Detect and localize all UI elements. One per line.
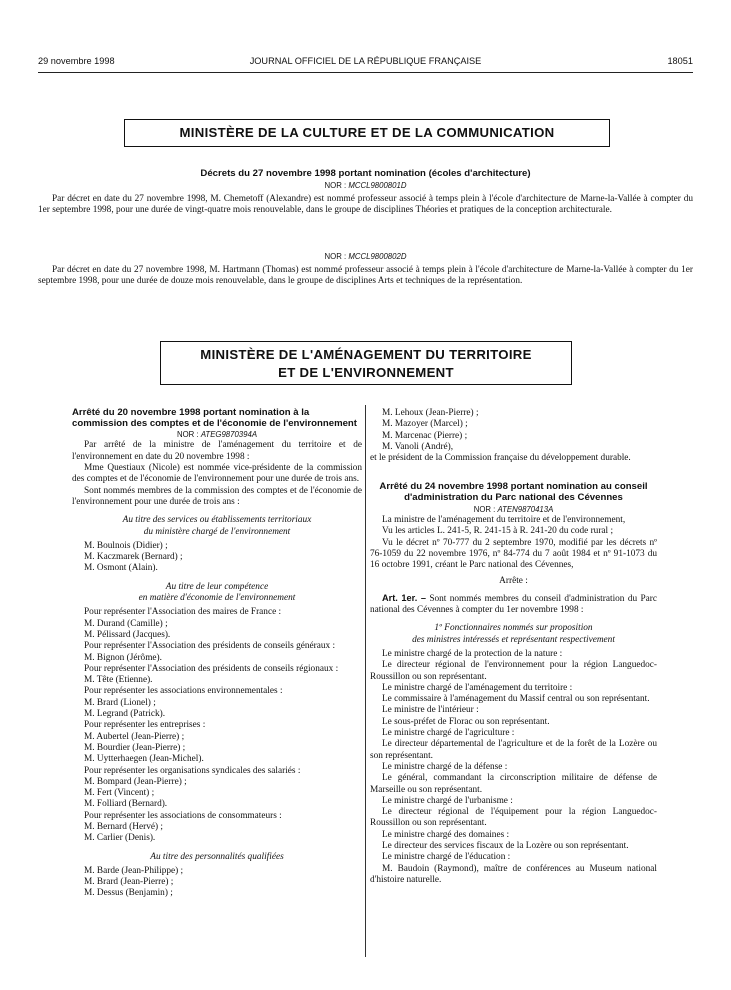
nor-line [72,429,362,440]
member: M. Brard (Lionel) ; [84,697,156,708]
nor-code: MCCL9800802D [348,252,407,261]
member: M. Marcenac (Pierre) ; [382,430,468,441]
group-label: Pour représenter les entreprises : [84,720,206,731]
member: M. Bernard (Hervé) ; [84,821,163,832]
nor-code: MCCL9800801D [348,181,407,190]
section-heading [370,623,657,646]
page-header [38,56,693,70]
member: M. Kaczmarek (Bernard) ; [84,552,183,563]
list-item: Le général, commandant la circonscription militaire de défense de Marseille ou son représentant. [370,773,657,795]
article-1 [370,593,657,617]
nor-code: ATEN9870413A [497,504,554,514]
list-item: Le sous-préfet de Florac ou son représentant. [382,716,550,727]
nor-label: NOR : [324,252,347,261]
list-item: Le commissaire à l'aménagement du Massif central ou son représentant. [382,694,650,705]
list-item: Le directeur régional de l'équipement pour la région Languedoc-Roussillon ou son représentant. [370,807,657,829]
member: M. Boulnois (Didier) ; [84,540,168,551]
list-item: Le ministre chargé de l'éducation : [382,852,511,863]
list-item: Le ministre chargé des domaines : [382,829,510,840]
list-item: M. Baudoin (Raymond), maître de conférences au Museum national d'histoire naturelle. [370,863,657,885]
group-label: Pour représenter l'Association des présidents de conseils généraux : [84,641,336,652]
nor-line-1 [40,181,691,190]
member: M. Mazoyer (Marcel) ; [382,419,468,430]
list-item: Le ministre de l'intérieur : [382,705,479,716]
list-item: Le ministre chargé de l'aménagement du territoire : [382,682,573,693]
section-heading-line: des ministres intéressés et représentant respectivement [412,634,615,645]
ministry-name-line2: ET DE L'ENVIRONNEMENT [278,365,454,380]
header-rule [38,72,693,73]
header-journal-title: JOURNAL OFFICIEL DE LA RÉPUBLIQUE FRANÇAISE [249,56,482,66]
member: M. Bompard (Jean-Pierre) ; [84,776,187,787]
section-heading-line: Au titre de leur compétence [165,581,269,592]
left-column [72,408,362,900]
paragraph: Sont nommés membres de la commission des comptes et de l'économie de l'environnement pour une durée de trois ans : [72,485,362,507]
arrete-word: Arrête : [499,576,528,587]
list-item: Le ministre chargé de la défense : [382,761,508,772]
ministry-culture-box: MINISTÈRE DE LA CULTURE ET DE LA COMMUNICATION [124,119,610,147]
list-item: Le directeur des services fiscaux de la Lozère ou son représentant. [382,840,629,851]
member: M. Legrand (Patrick). [84,709,166,720]
article-label: Art. 1er. – [382,592,426,603]
section-heading-line: Au titre des personnalités qualifiées [150,851,284,862]
member: M. Carlier (Denis). [84,833,156,844]
arrete-title: Arrêté du 24 novembre 1998 portant nomination au conseil d'administration du Parc national des Cévennes [379,481,648,504]
header-date: 29 novembre 1998 [38,56,115,66]
member: M. Folliard (Bernard). [84,799,168,810]
ministry-name-line1: MINISTÈRE DE L'AMÉNAGEMENT DU TERRITOIRE [200,347,532,362]
paragraph: Vu les articles L. 241-5, R. 241-15 à R. 241-20 du code rural ; [382,526,614,537]
list-item: Le ministre chargé de l'urbanisme : [382,795,513,806]
member: M. Bourdier (Jean-Pierre) ; [84,742,186,753]
member: M. Fert (Vincent) ; [84,788,155,799]
member: M. Pélissard (Jacques). [84,629,171,640]
article-text: Sont nommés membres du conseil d'administration du Parc national des Cévennes à compter du 1er novembre 1998 : [370,593,657,616]
member: M. Tête (Etienne). [84,675,153,686]
nor-label: NOR : [176,430,199,440]
nor-label: NOR : [473,504,496,514]
nor-line-2 [40,252,691,261]
decree-paragraph-1: Par décret en date du 27 novembre 1998, M. Chemetoff (Alexandre) est nommé professeur associé à temps plein à l'école d'architecture de Marne-la-Vallée à compter du 1er septembre 1998, pour une durée de vingt-quatre mois renouvelable, dans le groupe de disciplines Théories et pratiques de la conception architecturale. [38,194,693,216]
section-heading-line: Au titre des services ou établissements territoriaux [122,515,312,526]
member: M. Uytterhaegen (Jean-Michel). [84,754,204,765]
member: M. Aubertel (Jean-Pierre) ; [84,731,185,742]
member: M. Brard (Jean-Pierre) ; [84,877,174,888]
member: M. Vanoli (André), [382,441,454,452]
paragraph: Vu le décret nº 70-777 du 2 septembre 1970, modifié par les décrets nº 76-1059 du 22 novembre 1976, nº 84-774 du 7 août 1984 et nº 91-1073 du 16 octobre 1991, créant le Parc national des Cévennes, [370,537,657,571]
paragraph: Mme Questiaux (Nicole) est nommée vice-présidente de la commission des comptes et de l'économie de l'environnement pour une durée de trois ans. [72,463,362,485]
group-label: Pour représenter les associations environnementales : [84,686,283,697]
section-heading [72,515,362,538]
member: M. Osmont (Alain). [84,563,158,574]
section-heading [72,852,362,863]
list-item: Le directeur régional de l'environnement pour la région Languedoc-Roussillon ou son représentant. [370,660,657,682]
group-label: Pour représenter l'Association des maires de France : [84,607,282,618]
member: M. Dessus (Benjamin) ; [84,888,173,899]
member: M. Lehoux (Jean-Pierre) ; [382,408,479,418]
section-heading-line: en matière d'économie de l'environnement [138,593,296,604]
ministry-environment-box [160,341,572,385]
nor-label: NOR : [324,181,347,190]
decree-paragraph-2: Par décret en date du 27 novembre 1998, M. Hartmann (Thomas) est nommé professeur associé à temps plein à l'école d'architecture de Marne-la-Vallée à compter du 1er septembre 1998, pour une durée de douze mois renouvelable, dans le groupe de disciplines Arts et techniques de la représentation. [38,265,693,287]
arrete-title: Arrêté du 20 novembre 1998 portant nomination à la commission des comptes et de l'économie de l'environnement [72,407,357,429]
paragraph: La ministre de l'aménagement du territoire et de l'environnement, [382,514,626,525]
nor-code: ATEG9870394A [200,430,258,440]
right-column [370,408,657,886]
list-item: Le ministre chargé de l'agriculture : [382,728,515,739]
column-divider [365,405,366,957]
list-item: Le directeur départemental de l'agriculture et de la forêt de la Lozère ou son représentant. [370,739,657,761]
group-label: Pour représenter l'Association des présidents de conseils régionaux : [84,663,339,674]
group-label: Pour représenter les organisations syndicales des salariés : [84,765,301,776]
nor-line [370,504,657,515]
group-label: Pour représenter les associations de consommateurs : [84,810,282,821]
section-heading-line: du ministère chargé de l'environnement [143,526,291,537]
member: M. Durand (Camille) ; [84,618,168,629]
member: M. Barde (Jean-Philippe) ; [84,865,184,876]
list-item: Le ministre chargé de la protection de la nature : [382,648,563,659]
member: M. Bignon (Jérôme). [84,652,162,663]
section-heading-line: 1º Fonctionnaires nommés sur proposition [434,623,593,634]
section-heading [72,582,362,605]
header-page-number: 18051 [667,56,693,66]
paragraph: et le président de la Commission française du développement durable. [370,453,631,464]
paragraph: Par arrêté de la ministre de l'aménagement du territoire et de l'environnement en date du 20 novembre 1998 : [72,440,362,462]
decree-title: Décrets du 27 novembre 1998 portant nomination (écoles d'architecture) [200,168,531,179]
